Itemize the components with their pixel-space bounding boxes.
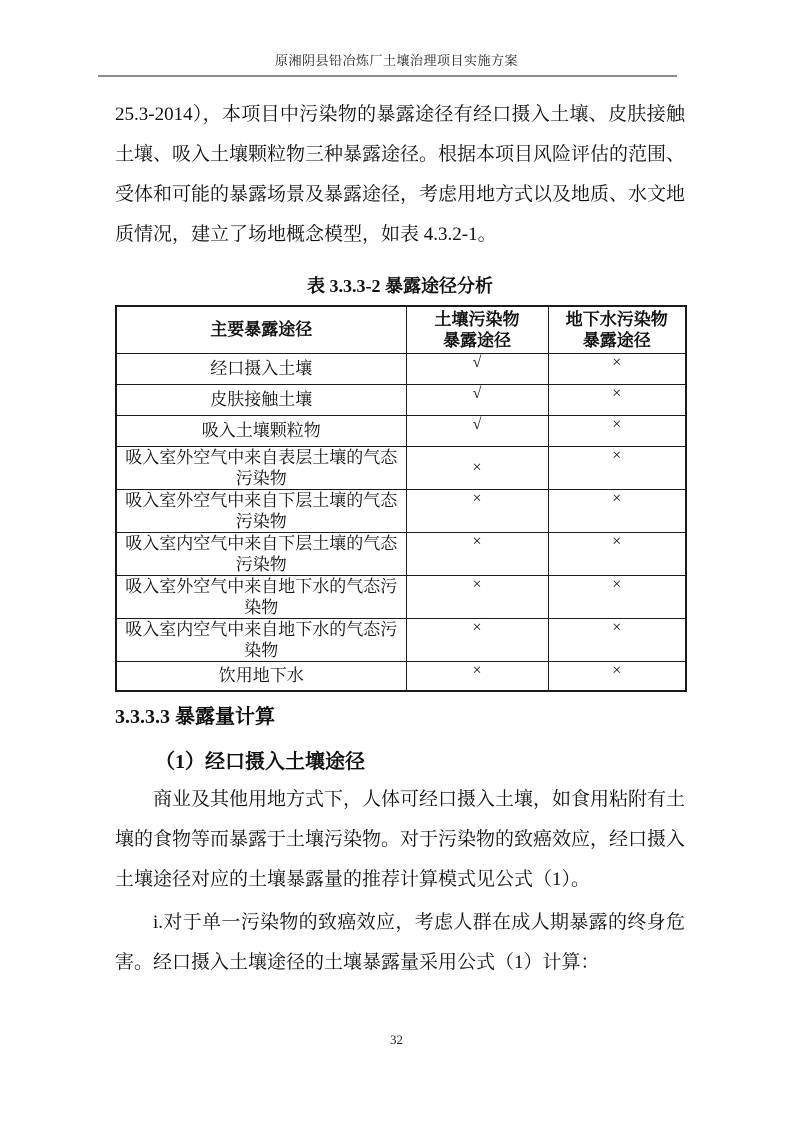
soil-mark-cell: ×: [406, 575, 548, 618]
groundwater-mark-cell: ×: [548, 661, 686, 691]
soil-mark-cell: ×: [406, 489, 548, 532]
soil-mark-cell: ×: [406, 661, 548, 691]
table-row: [116, 532, 686, 575]
groundwater-mark-cell: ×: [548, 618, 686, 661]
soil-mark-cell: √: [406, 353, 548, 384]
page-number: 32: [390, 1032, 403, 1047]
header-rule: [98, 75, 677, 77]
groundwater-mark-cell: ×: [548, 489, 686, 532]
column-header: 主要暴露途径: [116, 306, 406, 353]
paragraph-intro: 25.3-2014），本项目中污染物的暴露途径有经口摄入土壤、皮肤接触土壤、吸入土壤颗粒物三种暴露途径。根据本项目风险评估的范围、受体和可能的暴露场景及暴露途径，考虑用地方式以及地质、水文地质情况，建立了场地概念模型，如表 4.3.2-1。: [115, 104, 686, 245]
table-row: [116, 384, 686, 415]
table-row: [116, 446, 686, 489]
pathway-cell: 吸入土壤颗粒物: [116, 415, 406, 446]
table-row: [116, 575, 686, 618]
column-header: 地下水污染物 暴露途径: [548, 306, 686, 353]
table-header-row: [116, 306, 686, 353]
soil-mark-cell: ×: [406, 446, 548, 489]
pathway-cell: 吸入室外空气中来自表层土壤的气态污染物: [116, 446, 406, 489]
table-row: [116, 353, 686, 384]
pathway-cell: 饮用地下水: [116, 661, 406, 691]
groundwater-mark-cell: ×: [548, 575, 686, 618]
subsection-heading: （1）经口摄入土壤途径: [155, 751, 365, 773]
table-body: [116, 353, 686, 691]
table-row: [116, 661, 686, 691]
pathway-cell: 皮肤接触土壤: [116, 384, 406, 415]
soil-mark-cell: √: [406, 415, 548, 446]
groundwater-mark-cell: ×: [548, 415, 686, 446]
soil-mark-cell: ×: [406, 532, 548, 575]
pathway-cell: 吸入室外空气中来自地下水的气态污染物: [116, 575, 406, 618]
soil-mark-cell: ×: [406, 618, 548, 661]
table-row: [116, 489, 686, 532]
section-heading: 3.3.3.3 暴露量计算: [115, 706, 275, 728]
groundwater-mark-cell: ×: [548, 384, 686, 415]
pathway-cell: 吸入室内空气中来自地下水的气态污染物: [116, 618, 406, 661]
groundwater-mark-cell: ×: [548, 446, 686, 489]
groundwater-mark-cell: ×: [548, 532, 686, 575]
exposure-pathway-table: [115, 305, 687, 692]
pathway-cell: 吸入室内空气中来自下层土壤的气态污染物: [116, 532, 406, 575]
table-title: 表 3.3.3-2 暴露途径分析: [307, 276, 493, 296]
column-header: 土壤污染物 暴露途径: [406, 306, 548, 353]
table-row: [116, 618, 686, 661]
table-row: [116, 415, 686, 446]
groundwater-mark-cell: ×: [548, 353, 686, 384]
paragraph-oral-ingestion: 商业及其他用地方式下，人体可经口摄入土壤，如食用粘附有土壤的食物等而暴露于土壤污染物。对于污染物的致癌效应，经口摄入土壤途径对应的土壤暴露量的推荐计算模式见公式（1）。: [115, 789, 686, 890]
header-title: 原湘阴县铅冶炼厂土壤治理项目实施方案: [274, 53, 518, 68]
pathway-cell: 经口摄入土壤: [116, 353, 406, 384]
pathway-cell: 吸入室外空气中来自下层土壤的气态污染物: [116, 489, 406, 532]
soil-mark-cell: √: [406, 384, 548, 415]
paragraph-carcinogenic-effect: i.对于单一污染物的致癌效应，考虑人群在成人期暴露的终身危害。经口摄入土壤途径的土壤暴露量采用公式（1）计算：: [115, 912, 685, 973]
